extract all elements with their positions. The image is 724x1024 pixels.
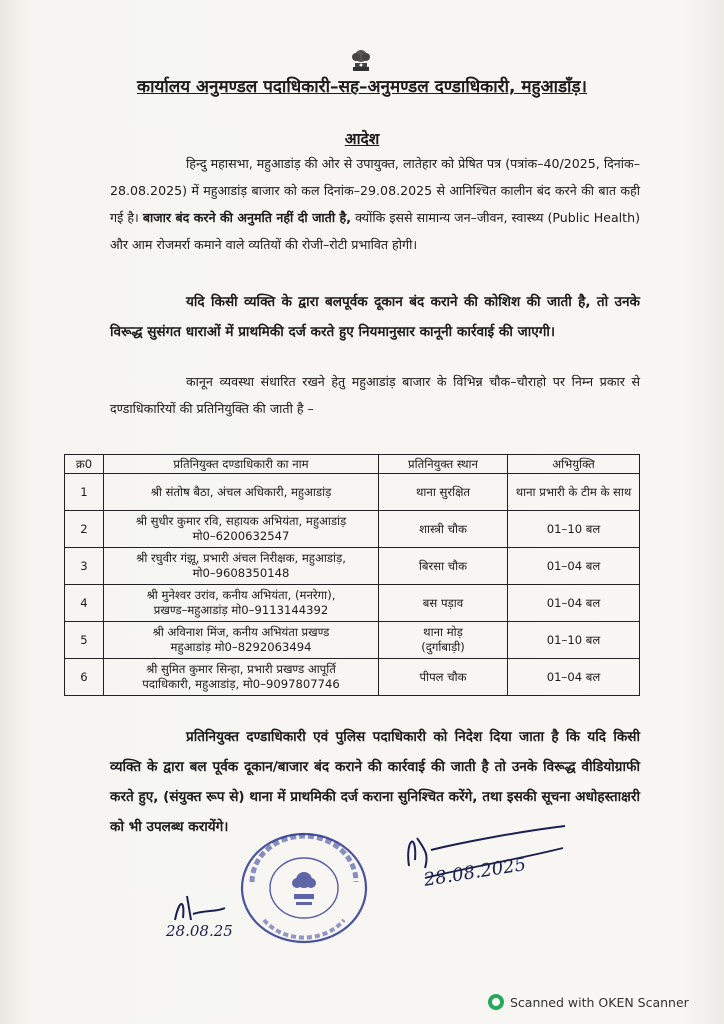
cell-remark: 01–04 बल	[508, 585, 640, 622]
cell-place: पीपल चौक	[379, 659, 508, 696]
table-row	[65, 585, 640, 622]
scanner-watermark-text: Scanned with OKEN Scanner	[510, 994, 689, 1010]
cell-name: श्री रघुवीर गंझू, प्रभारी अंचल निरीक्षक, महुआडांड़, मो0–9608350148	[104, 548, 379, 585]
table-row	[65, 474, 640, 511]
paragraph-2: यदि किसी व्यक्ति के द्वारा बलपूर्वक दूकान बंद कराने की कोशिश की जाती है, तो उनके विरूद्ध सुसंगत धाराओं में प्राथमिकी दर्ज करते हुए नियमानुसार कानूनी कार्रवाई की जाएगी।	[110, 294, 640, 340]
right-signature-date: 28.08.2025	[422, 854, 528, 891]
cell-place: बिरसा चौक	[379, 548, 508, 585]
cell-name: श्री सुधीर कुमार रवि, सहायक अभियंता, महुआडांड़ मो0–6200632547	[104, 511, 379, 548]
cell-name: श्री अविनाश मिंज, कनीय अभियंता प्रखण्ड महुआडांड़ मो0–8292063494	[104, 622, 379, 659]
paragraph-1-text-b: क्योंकि इससे सामान्य जन–जीवन, स्वास्थ्य (Public Health) और आम रोजमर्रा कमाने वाले व्यतियों की रोजी–रोटी प्रभावित होगी।	[110, 210, 641, 252]
paragraph-3: कानून व्यवस्था संधारित रखने हेतु महुआडांड़ बाजार के विभिन्न चौक–चौराहो पर निम्न प्रकार से दण्डाधिकारियों की प्रतिनियुक्ति की जाती है –	[110, 374, 640, 416]
paragraph-1-text-a: हिन्दु महासभा, महुआडांड़ की ओर से उपायुक्त, लातेहार को प्रेषित पत्र (पत्रांक–40/2025, दिनांक–28.08.2025) में महुआडांड़ बाजार को कल दिनांक–29.08.2025 से आनिश्चित कालीन बंद करने की बात कही गई है।	[110, 156, 640, 225]
table-row	[65, 548, 640, 585]
cell-place: थाना मोड़ (दुर्गाबाड़ी)	[379, 622, 508, 659]
table-row	[65, 511, 640, 548]
cell-serial: 2	[65, 511, 104, 548]
cell-serial: 5	[65, 622, 104, 659]
cell-place: थाना सुरक्षित	[379, 474, 508, 511]
paragraph-1	[110, 150, 640, 258]
cell-name: श्री संतोष बैठा, अंचल अधिकारी, महुआडांड़	[104, 474, 379, 511]
cell-remark: 01–10 बल	[508, 511, 640, 548]
cell-serial: 1	[65, 474, 104, 511]
cell-remark: 01–04 बल	[508, 659, 640, 696]
paragraph-1-bold: बाजार बंद करने की अनुमति नहीं दी जाती है,	[142, 210, 352, 225]
cell-serial: 6	[65, 659, 104, 696]
order-heading: आदेश	[344, 130, 380, 148]
deployment-table	[64, 454, 640, 696]
cell-remark: थाना प्रभारी के टीम के साथ	[508, 474, 640, 511]
table-row	[65, 622, 640, 659]
cell-name: श्री मुनेश्वर उरांव, कनीय अभियंता, (मनरेगा), प्रखण्ड–महुआडांड़ मो0–9113144392	[104, 585, 379, 622]
header-serial: क्र0	[65, 455, 104, 474]
paragraph-4: प्रतिनियुक्त दण्डाधिकारी एवं पुलिस पदाधिकारी को निदेश दिया जाता है कि यदि किसी व्यक्ति के द्वारा बल पूर्वक दूकान/बाजार बंद कराने की कार्रवाई की जाती है तो उनके विरूद्ध वीडियोग्राफी करते हुए, (संयुक्त रूप से) थाना में प्राथमिकी दर्ज कराना सुनिश्चित करेंगे, तथा इसकी सूचना अधोहस्ताक्षरी को भी उपलब्ध करायेंगे।	[110, 729, 640, 835]
scanner-watermark	[488, 993, 689, 1011]
cell-remark: 01–04 बल	[508, 548, 640, 585]
left-signature-date: 28.08.25	[166, 922, 233, 940]
header-name: प्रतिनियुक्त दण्डाधिकारी का नाम	[104, 455, 379, 474]
national-emblem-icon	[349, 47, 373, 73]
header-place: प्रतिनियुक्त स्थान	[379, 455, 508, 474]
cell-serial: 4	[65, 585, 104, 622]
cell-place: शास्त्री चौक	[379, 511, 508, 548]
cell-remark: 01–10 बल	[508, 622, 640, 659]
table-row	[65, 659, 640, 696]
table-header-row	[65, 455, 640, 474]
cell-name: श्री सुमित कुमार सिन्हा, प्रभारी प्रखण्ड आपूर्ति पदाधिकारी, महुआडांड़, मो0–9097807746	[104, 659, 379, 696]
cell-serial: 3	[65, 548, 104, 585]
oken-scanner-logo-icon	[488, 994, 504, 1010]
official-seal-stamp	[236, 828, 372, 948]
cell-place: बस पड़ाव	[379, 585, 508, 622]
header-remark: अभियुक्ति	[508, 455, 640, 474]
office-title: कार्यालय अनुमण्डल पदाधिकारी–सह–अनुमण्डल दण्डाधिकारी, महुआडाँड़।	[137, 77, 587, 97]
